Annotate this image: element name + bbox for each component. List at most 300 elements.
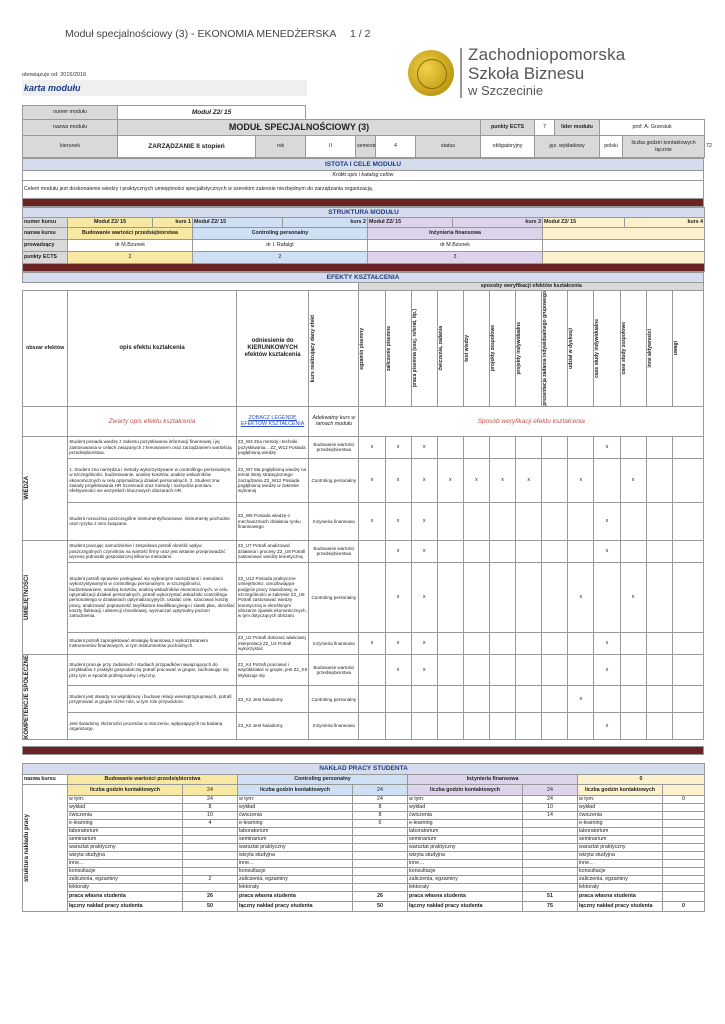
- method-mark: [516, 562, 542, 632]
- workload-item-label: inne…: [578, 859, 663, 867]
- course-3-name: Inżynieria finansowa: [368, 228, 543, 240]
- method-mark: [620, 654, 646, 686]
- method-mark: x: [385, 458, 411, 502]
- method-mark: x: [594, 632, 620, 654]
- workload-item-value: 2: [183, 875, 238, 883]
- method-header: case study zespołowe: [620, 322, 627, 375]
- method-mark: [568, 436, 594, 458]
- course-4-teacher: [543, 240, 705, 252]
- direction-label: kierunek: [23, 136, 118, 158]
- workload-item-value: 24: [353, 795, 408, 803]
- method-header: projekty zespołowe: [490, 325, 496, 372]
- direction-value: ZARZĄDZANIE II stopień: [118, 136, 256, 158]
- course-2-number: kurs 2: [283, 218, 368, 228]
- method-mark: x: [359, 502, 385, 540]
- method-mark: x: [620, 562, 646, 632]
- course-4-ects: [543, 252, 705, 264]
- method-mark: [646, 436, 672, 458]
- workload-item-label: zaliczenia, egzaminy: [578, 875, 663, 883]
- method-mark: x: [516, 458, 542, 502]
- method-mark: x: [411, 540, 437, 562]
- course-3-number: kurs 3: [453, 218, 543, 228]
- workload-item-value: [523, 835, 578, 843]
- course-4-module: Moduł Z2/ 15: [543, 218, 625, 228]
- workload-item-row: [23, 803, 705, 811]
- method-mark: x: [411, 436, 437, 458]
- method-mark: [516, 713, 542, 740]
- method-mark: x: [385, 436, 411, 458]
- workload-item-value: [183, 859, 238, 867]
- workload-item-label: liczba godzin kontaktowych: [408, 784, 523, 795]
- module-number-label: numer modułu: [23, 106, 118, 120]
- effects-title: EFEKTY KSZTAŁCENIA: [23, 273, 704, 283]
- workload-item-label: liczba godzin kontaktowych: [238, 784, 353, 795]
- workload-item-value: [353, 867, 408, 875]
- workload-item-row: [23, 827, 705, 835]
- workload-item-value: 0: [663, 795, 705, 803]
- method-mark: [437, 632, 463, 654]
- reference-label: odniesienie do KIERUNKOWYCH efektów kształcenia: [236, 291, 308, 407]
- section-separator: [23, 264, 705, 272]
- method-mark: [646, 654, 672, 686]
- method-mark: [463, 713, 489, 740]
- workload-item-label: ćwiczenia: [408, 811, 523, 819]
- workload-item-row: [23, 811, 705, 819]
- year-value: II: [306, 136, 356, 158]
- workload-item-value: 75: [523, 901, 578, 911]
- workload-item-value: [663, 859, 705, 867]
- method-mark: [568, 654, 594, 686]
- workload-item-value: [183, 867, 238, 875]
- workload-item-label: zaliczenia, egzaminy: [68, 875, 183, 883]
- method-mark: [359, 540, 385, 562]
- method-mark: [359, 654, 385, 686]
- method-header: projekty indywidualne: [516, 322, 523, 375]
- workload-item-row: [23, 819, 705, 827]
- method-mark: [516, 502, 542, 540]
- method-mark: [516, 654, 542, 686]
- workload-item-row: [23, 859, 705, 867]
- method-mark: [646, 713, 672, 740]
- workload-item-value: 24: [353, 784, 408, 795]
- method-mark: [463, 686, 489, 713]
- workload-item-row: [23, 867, 705, 875]
- workload-item-label: wizyta studyjna: [68, 851, 183, 859]
- method-mark: x: [568, 562, 594, 632]
- method-mark: [568, 632, 594, 654]
- effect-row: [23, 502, 704, 540]
- workload-item-label: wizyta studyjna: [408, 851, 523, 859]
- workload-item-value: [523, 851, 578, 859]
- method-mark: x: [620, 458, 646, 502]
- workload-item-value: [523, 867, 578, 875]
- method-mark: [646, 540, 672, 562]
- workload-item-value: 51: [523, 891, 578, 901]
- remarks-cell: [672, 540, 703, 562]
- method-mark: [490, 713, 516, 740]
- workload-title: NAKŁAD PRACY STUDENTA: [23, 763, 705, 774]
- adequate-course-label: Adekwatny kurs w ramach modułu: [309, 406, 359, 436]
- workload-table: [22, 763, 705, 912]
- effect-area: KOMPETENCJE SPOŁECZNE: [24, 654, 30, 739]
- course-3-ects: 3: [368, 252, 543, 264]
- workload-item-value: 10: [183, 811, 238, 819]
- course-3-module: Moduł Z2/ 15: [368, 218, 453, 228]
- workload-item-label: lektoraty: [238, 883, 353, 891]
- method-mark: [646, 686, 672, 713]
- method-mark: x: [359, 458, 385, 502]
- ects-points-label: punkty ECTS: [23, 252, 68, 264]
- method-mark: [411, 686, 437, 713]
- section-separator: [23, 199, 704, 207]
- method-header: zaliczenie pisemne: [385, 325, 392, 371]
- workload-item-label: warsztat praktyczny: [68, 843, 183, 851]
- course-1-ects: 2: [68, 252, 193, 264]
- workload-item-label: lektoraty: [68, 883, 183, 891]
- module-name-label: nazwa modułu: [23, 120, 118, 136]
- method-mark: x: [411, 458, 437, 502]
- semester-value: 4: [376, 136, 416, 158]
- logo-line-2: Szkoła Biznesu: [468, 64, 585, 83]
- effect-course: Controling personalny: [309, 562, 359, 632]
- method-header: praca pisemna (esej, referat, itp.): [411, 309, 418, 388]
- method-header: inne aktywności: [646, 329, 653, 368]
- workload-item-row: [23, 851, 705, 859]
- effect-course: Controling personalny: [309, 458, 359, 502]
- method-mark: x: [411, 654, 437, 686]
- workload-item-label: łączny nakład pracy studenta: [238, 901, 353, 911]
- course-2-name: Controling personalny: [193, 228, 368, 240]
- method-header: udział w dyskusji: [568, 327, 575, 369]
- ects-value: 7: [535, 120, 555, 136]
- course-4-name: [543, 228, 705, 240]
- module-sheet: [22, 105, 712, 912]
- method-mark: x: [594, 502, 620, 540]
- essence-text: Celem modułu jest doskonalenie wiedzy i praktycznych umiejętności specjalistycznych w szerokim zakresie niezbędnym do zarządzania organizacją.: [23, 181, 704, 199]
- method-mark: [516, 686, 542, 713]
- course-2-module: Moduł Z2/ 15: [193, 218, 283, 228]
- course-number-label: numer kursu: [23, 218, 68, 228]
- method-mark: [463, 436, 489, 458]
- workload-item-value: [523, 883, 578, 891]
- course-2-ects: 2: [193, 252, 368, 264]
- method-header: uwagi: [672, 341, 679, 356]
- effect-description: Student posiada wiedzę z zakresu pozyskiwania informacji finansowej i jej zastosowania w celach związanych z kreowaniem oraz zarządzaniem wartością przedsiębiorstwa.: [68, 436, 237, 458]
- workload-item-value: [353, 851, 408, 859]
- logo-divider: [460, 48, 462, 98]
- method-mark: [490, 686, 516, 713]
- module-name: MODUŁ SPECJALNOŚCIOWY (3): [118, 120, 481, 136]
- effect-course: Inżynieria finansowa: [309, 502, 359, 540]
- workload-side-label: struktura nakładu pracy: [24, 813, 30, 882]
- workload-item-label: lektoraty: [408, 883, 523, 891]
- workload-item-value: [663, 819, 705, 827]
- method-mark: [385, 713, 411, 740]
- method-mark: [411, 713, 437, 740]
- workload-item-value: [183, 827, 238, 835]
- workload-item-value: [663, 835, 705, 843]
- workload-item-value: 24: [183, 784, 238, 795]
- workload-item-label: inne…: [408, 859, 523, 867]
- effect-description: Student jest otwarty na współpracę i budowę relacji wewnątrzgrupowych, potrafi przyjmować w grupie różne role, w tym role przywódcze.: [68, 686, 237, 713]
- effect-reference: Z2_U2 Potrafi dokonać właściwej interpretacji Z2_U4 Potrafi wykorzystać: [236, 632, 308, 654]
- section-separator: [23, 746, 704, 754]
- method-mark: [490, 632, 516, 654]
- method-mark: x: [594, 436, 620, 458]
- effect-course: Budowanie wartości przedsiębiorstwa: [309, 436, 359, 458]
- workload-item-label: laboratorium: [408, 827, 523, 835]
- effect-row: [23, 436, 704, 458]
- method-mark: [620, 502, 646, 540]
- logo-line-1: Zachodniopomorska: [468, 45, 626, 64]
- method-mark: x: [437, 458, 463, 502]
- workload-item-value: [353, 875, 408, 883]
- workload-item-label: wykład: [68, 803, 183, 811]
- workload-item-label: ćwiczenia: [238, 811, 353, 819]
- workload-course-4: 0: [578, 774, 705, 784]
- method-mark: [463, 654, 489, 686]
- module-info-table: numer modułu Moduł Z2/ 15 nazwa modułu MODUŁ SPECJALNOŚCIOWY (3) punkty ECTS 7 lider modułu prof. A. Grzesiuk kierunek ZARZĄDZANIE II stopień rok II semestr 4 status obligatoryjny jęz. wykładowy polski liczba godzin kontaktowych łącznie 72: [22, 105, 705, 158]
- method-mark: [437, 436, 463, 458]
- workload-item-value: [353, 883, 408, 891]
- workload-item-label: laboratorium: [578, 827, 663, 835]
- effect-description: 1. Student zna narzędzia i metody wykorzystywane w controllingu personalnym, w szczególności, budżetowanie, analizę kosztów, analizę wskaźników ekonomicznych w celu optymalizacji działań personalnych. 2. Student zna zasady projektowania HR Scorecard oraz metody i narzędzia pomiaru efektywności we wszystkich kluczowych obszarach HR.: [68, 458, 237, 502]
- effect-reference: Z2_W5 Posiada wiedzę o mechanizmach działania rynku finansowego: [236, 502, 308, 540]
- method-mark: [594, 458, 620, 502]
- methods-title: sposoby weryfikacji efektów kształcenia: [359, 283, 704, 291]
- workload-item-label: lektoraty: [578, 883, 663, 891]
- workload-item-label: seminarium: [238, 835, 353, 843]
- workload-item-value: [183, 843, 238, 851]
- method-mark: [359, 562, 385, 632]
- method-mark: [646, 458, 672, 502]
- effect-row: [23, 632, 704, 654]
- method-mark: x: [594, 713, 620, 740]
- workload-item-label: łączny nakład pracy studenta: [68, 901, 183, 911]
- workload-item-value: [663, 811, 705, 819]
- effect-row: [23, 562, 704, 632]
- leader-label: lider modułu: [555, 120, 600, 136]
- effect-course: Inżynieria finansowa: [309, 632, 359, 654]
- workload-item-value: [663, 891, 705, 901]
- legend-link[interactable]: ZOBACZ LEGENDĘ EFEKTÓW KSZTAŁCENIA: [240, 415, 305, 428]
- workload-item-value: 24: [523, 795, 578, 803]
- workload-item-label: seminarium: [68, 835, 183, 843]
- method-mark: [646, 562, 672, 632]
- course-1-name: Budowanie wartości przedsiębiorstwa: [68, 228, 193, 240]
- method-mark: [568, 713, 594, 740]
- remarks-cell: [672, 632, 703, 654]
- method-mark: [542, 502, 568, 540]
- workload-course-label: nazwa kursu: [23, 774, 68, 784]
- workload-item-label: inne…: [238, 859, 353, 867]
- method-mark: [463, 502, 489, 540]
- leader-value: prof. A. Grzesiuk: [600, 120, 705, 136]
- effect-reference: Z2_K4 Potrafi pracować i współdziałać w grupie, jest Z2_K5 Wykazuje się: [236, 654, 308, 686]
- workload-item-value: [353, 859, 408, 867]
- workload-item-label: laboratorium: [238, 827, 353, 835]
- workload-item-label: e-learning: [408, 819, 523, 827]
- workload-item-label: praca własna studenta: [408, 891, 523, 901]
- workload-item-label: w tym:: [578, 795, 663, 803]
- method-mark: [359, 686, 385, 713]
- workload-item-value: [183, 883, 238, 891]
- workload-item-value: 50: [353, 901, 408, 911]
- effects-table: [22, 272, 704, 740]
- method-mark: [620, 713, 646, 740]
- method-mark: x: [359, 436, 385, 458]
- workload-item-label: praca własna studenta: [68, 891, 183, 901]
- method-mark: [437, 540, 463, 562]
- workload-item-row: [23, 835, 705, 843]
- method-mark: [542, 713, 568, 740]
- method-mark: [568, 502, 594, 540]
- workload-item-value: 14: [523, 811, 578, 819]
- workload-item-value: [663, 867, 705, 875]
- workload-item-row: [23, 875, 705, 883]
- method-header: case study indywidualne: [594, 318, 601, 378]
- workload-item-row: [23, 883, 705, 891]
- workload-item-value: 4: [183, 819, 238, 827]
- workload-item-label: wykład: [238, 803, 353, 811]
- workload-item-value: 10: [523, 803, 578, 811]
- school-seal-icon: [408, 50, 454, 96]
- workload-item-value: [663, 784, 705, 795]
- method-mark: [620, 540, 646, 562]
- method-mark: x: [594, 654, 620, 686]
- workload-item-value: [663, 851, 705, 859]
- area-label: obszar efektów: [23, 291, 68, 407]
- separator-table: [22, 746, 704, 755]
- workload-total-row: [23, 901, 705, 911]
- remarks-cell: [672, 686, 703, 713]
- method-mark: x: [594, 540, 620, 562]
- workload-item-label: w tym:: [408, 795, 523, 803]
- effect-course: Budowanie wartości przedsiębiorstwa: [309, 540, 359, 562]
- workload-item-value: [663, 843, 705, 851]
- effect-course: Inżynieria finansowa: [309, 713, 359, 740]
- remarks-cell: [672, 562, 703, 632]
- document-title: Moduł specjalnościowy (3) - EKONOMIA MENEDŻERSKA: [65, 28, 337, 40]
- method-header: ćwiczenia, zadania: [437, 326, 444, 371]
- workload-item-value: [523, 827, 578, 835]
- method-mark: [359, 713, 385, 740]
- effect-reference: Z2_U12 Posiada praktyczne umiejętności, umożliwiające podjęcie pracy zawodowej, w szczególności w zakresie Z2_U8 Potrafi zastosować wiedzę teoretyczną w określonym obszarze zjawisk ekonomicznych, w tym dotyczących obszaru: [236, 562, 308, 632]
- course-2-teacher: dr I. Rafalgt: [193, 240, 368, 252]
- method-mark: [490, 654, 516, 686]
- teacher-label: prowadzący: [23, 240, 68, 252]
- logo-line-3: w Szczecinie: [468, 83, 544, 98]
- method-mark: [542, 540, 568, 562]
- method-mark: [437, 686, 463, 713]
- effect-row: [23, 686, 704, 713]
- method-header: egzamin pisemny: [359, 327, 366, 370]
- effect-description: Jest świadomy złożoności procesów w otoczeniu, wpływających na badaną organizację.: [68, 713, 237, 740]
- workload-item-value: [183, 851, 238, 859]
- workload-item-label: zaliczenia, egzaminy: [238, 875, 353, 883]
- effect-row: [23, 713, 704, 740]
- method-mark: x: [411, 632, 437, 654]
- method-mark: [437, 654, 463, 686]
- workload-item-label: liczba godzin kontaktowych: [578, 784, 663, 795]
- workload-item-label: warsztat praktyczny: [408, 843, 523, 851]
- workload-item-value: 8: [353, 811, 408, 819]
- workload-item-label: seminarium: [578, 835, 663, 843]
- workload-item-value: [523, 819, 578, 827]
- effect-row: [23, 458, 704, 502]
- course-4-number: kurs 4: [625, 218, 705, 228]
- effect-description: Student pracując samodzielnie i zespołowo potrafi określić wpływ poszczególnych czynników na wartość firmy oraz jest wstanie przeprowadzić wycenę jednostki gospodarczej kilkoma metodami.: [68, 540, 237, 562]
- workload-item-value: [353, 843, 408, 851]
- workload-item-label: konsultacje: [238, 867, 353, 875]
- method-mark: x: [385, 654, 411, 686]
- effect-reference: Z2_W7 Ma pogłębioną wiedzę na temat istoty strategicznego zarządzania Z2_W12 Posiada pogłębioną wiedzę w zakresie wybranej: [236, 458, 308, 502]
- course-1-number: kurs 1: [153, 218, 193, 228]
- effect-description: Student potrafi sprawnie posługiwać się wybranymi narzędziami i metodami wykorzystywanymi w controllingu personalnym, w szczególności, budżetowaniem, analizą kosztów, analizą wskaźników ekonomicznych, w celu optymalizacji działań personalnych, potrafi wykorzystać wskaźniki controllingu personalnego w działaniach optymalizacyjnych, ustalać cele, szacować koszty pracy, analizować poprawność taryfikatora kwalifikacyjnego i siatek płac, określać koszty fluktuacji i absencji chorobowej, wyznaczać optymalny poziom zatrudnienia.: [68, 562, 237, 632]
- method-mark: x: [411, 562, 437, 632]
- remarks-cell: [672, 713, 703, 740]
- method-mark: x: [490, 458, 516, 502]
- workload-item-value: [353, 835, 408, 843]
- year-label: rok: [256, 136, 306, 158]
- course-name-label: nazwa kursu: [23, 228, 68, 240]
- workload-item-label: warsztat praktyczny: [578, 843, 663, 851]
- method-mark: [463, 540, 489, 562]
- effect-course: Controling personalny: [309, 686, 359, 713]
- method-mark: x: [385, 540, 411, 562]
- method-header: test wiedzy: [463, 335, 470, 362]
- effect-reference: Z2_W3 Zna metody i techniki pozyskiwania... Z2_W12 Posiada pogłębioną wiedzę: [236, 436, 308, 458]
- method-mark: [542, 436, 568, 458]
- workload-item-value: [663, 883, 705, 891]
- workload-item-value: 0: [663, 901, 705, 911]
- method-mark: [463, 632, 489, 654]
- workload-item-value: [663, 803, 705, 811]
- ects-label: punkty ECTS: [481, 120, 535, 136]
- method-header: prezentacja zadania indywidualnego grupowego: [542, 291, 549, 406]
- effect-description: Student pracuje przy zadaniach i studiach przypadków nawiązujących do przykładów z praktyki gospodarczej potrafi pracować w grupie, zachowując się przy tym w sposób profesjonalny i etyczny.: [68, 654, 237, 686]
- method-mark: [542, 654, 568, 686]
- workload-item-label: w tym:: [68, 795, 183, 803]
- method-mark: [620, 632, 646, 654]
- semester-label: semestr: [356, 136, 376, 158]
- method-mark: [620, 436, 646, 458]
- workload-item-value: 24: [523, 784, 578, 795]
- workload-item-value: 50: [183, 901, 238, 911]
- workload-item-value: [183, 835, 238, 843]
- course-3-teacher: dr M.Bzunek: [368, 240, 543, 252]
- effect-reference: Z2_K2 Jest świadomy: [236, 686, 308, 713]
- remarks-cell: [672, 458, 703, 502]
- method-mark: x: [359, 632, 385, 654]
- effect-area: WIEDZA: [24, 476, 30, 501]
- workload-item-label: w tym:: [238, 795, 353, 803]
- workload-item-label: ćwiczenia: [578, 811, 663, 819]
- method-mark: [516, 540, 542, 562]
- method-caption: Sposób weryfikacji efektu kształcenia: [359, 406, 704, 436]
- method-mark: [594, 686, 620, 713]
- valid-from: obowiązuje od: 2015/2016: [22, 72, 87, 78]
- course-1-module: Moduł Z2/ 15: [68, 218, 153, 228]
- effect-description: Student rozwożnia poszczególne instrumentyfinansowe, instrumenty pochodne oraz ryzyka z nimi związane.: [68, 502, 237, 540]
- method-mark: [463, 562, 489, 632]
- workload-item-value: 6: [353, 819, 408, 827]
- workload-item-value: 8: [183, 803, 238, 811]
- workload-item-value: [523, 875, 578, 883]
- method-mark: x: [411, 502, 437, 540]
- workload-item-label: konsultacje: [408, 867, 523, 875]
- method-mark: [568, 540, 594, 562]
